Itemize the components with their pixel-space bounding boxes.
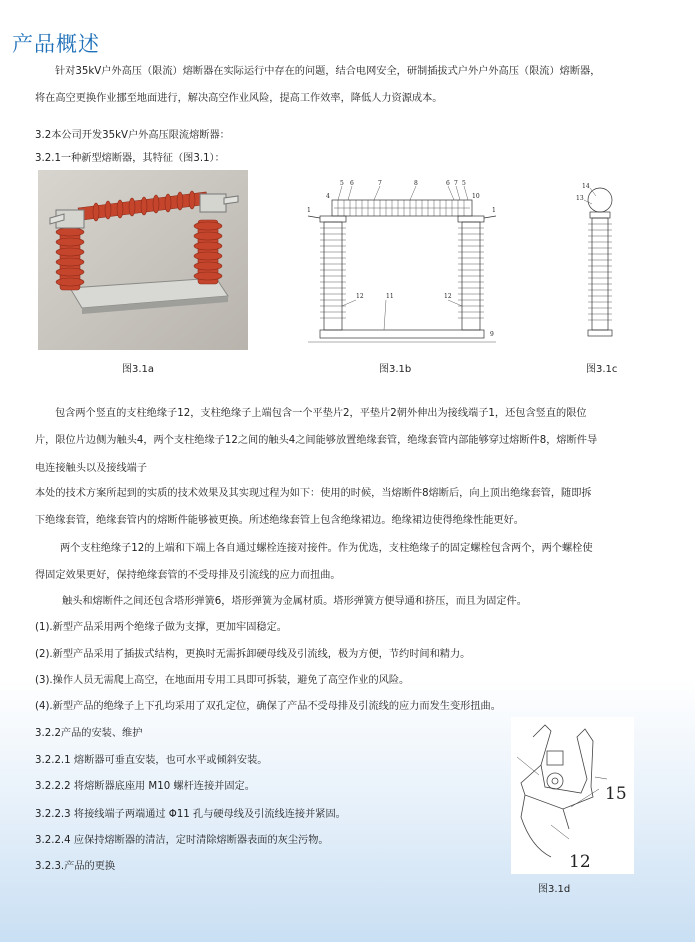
fig-b-label: 7 bbox=[378, 180, 382, 187]
intro-line-1: 针对35kV户外高压（限流）熔断器在实际运行中存在的问题，结合电网安全，研制插拔式户外户外高压（限流）熔断器， bbox=[55, 66, 601, 77]
body-line-2: 片，限位片边侧为触头4，两个支柱绝缘子12之间的触头4之间能够放置绝缘套管，绝缘套管内部能够穿过熔断件8，熔断件导 bbox=[35, 435, 598, 446]
figure-3-1c-caption: 图3.1c bbox=[586, 364, 618, 375]
figure-3-1c-drawing bbox=[568, 178, 632, 342]
fig-b-label: 1 bbox=[492, 207, 496, 214]
figure-3-1d-caption: 图3.1d bbox=[538, 884, 571, 895]
fig-b-label: 6 bbox=[446, 180, 450, 187]
body-line-6: 两个支柱绝缘子12的上端和下端上各自通过螺栓连接对接件。作为优选，支柱绝缘子的固定螺栓包含两个，两个螺栓使 bbox=[60, 543, 593, 554]
fig-b-label: 12 bbox=[356, 293, 364, 300]
feature-2: (2).新型产品采用了插拔式结构，更换时无需拆卸硬母线及引流线，极为方便，节约时间和精力。 bbox=[35, 649, 471, 660]
fig-b-label: 10 bbox=[472, 193, 480, 200]
fig-b-label: 12 bbox=[444, 293, 452, 300]
body-line-5: 下绝缘套管，绝缘套管内的熔断件能够被更换。所述绝缘套管上包含绝缘裙边。绝缘裙边使得绝缘性能更好。 bbox=[35, 515, 524, 526]
page-title: 产品概述 bbox=[12, 32, 100, 56]
fig-b-label: 1 bbox=[307, 207, 311, 214]
intro-line-2: 将在高空更换作业挪至地面进行，解决高空作业风险，提高工作效率，降低人力资源成本。 bbox=[35, 93, 443, 104]
fig-b-label: 4 bbox=[326, 193, 330, 200]
install-step-2: 3.2.2.2 将熔断器底座用 M10 螺杆连接并固定。 bbox=[35, 781, 255, 792]
install-step-3: 3.2.2.3 将接线端子两端通过 Φ11 孔与硬母线及引流线连接并紧固。 bbox=[35, 809, 346, 820]
fig-b-label: 5 bbox=[340, 180, 344, 187]
fig-b-label: 5 bbox=[462, 180, 466, 187]
fig-c-label: 14 bbox=[582, 183, 590, 190]
fig-c-label: 13 bbox=[576, 195, 584, 202]
feature-4: (4).新型产品的绝缘子上下孔均采用了双孔定位，确保了产品不受母排及引流线的应力而发生变形扭曲。 bbox=[35, 701, 501, 712]
body-line-8: 触头和熔断件之间还包含塔形弹簧6，塔形弹簧为金属材质。塔形弹簧方便导通和挤压，而且为固定件。 bbox=[62, 596, 527, 607]
fig-b-label: 11 bbox=[386, 293, 394, 300]
fig-b-label: 8 bbox=[414, 180, 418, 187]
figure-3-1b-caption: 图3.1b bbox=[379, 364, 412, 375]
install-step-1: 3.2.2.1 熔断器可垂直安装，也可水平或倾斜安装。 bbox=[35, 755, 268, 766]
fig-b-label: 6 bbox=[350, 180, 354, 187]
fig-d-label: 15 bbox=[605, 784, 627, 804]
body-line-1: 包含两个竖直的支柱绝缘子12，支柱绝缘子上端包含一个平垫片2，平垫片2朝外伸出为接线端子1，还包含竖直的限位 bbox=[55, 408, 587, 419]
fig-b-label: 7 bbox=[454, 180, 458, 187]
figure-3-1d-drawing bbox=[511, 717, 634, 874]
body-line-7: 得固定效果更好，保持绝缘套管的不受母排及引流线的应力而扭曲。 bbox=[35, 570, 341, 581]
figure-3-1a-caption: 图3.1a bbox=[122, 364, 155, 375]
fig-b-label: 9 bbox=[490, 331, 494, 338]
feature-3: (3).操作人员无需爬上高空，在地面用专用工具即可拆装，避免了高空作业的风险。 bbox=[35, 675, 410, 686]
figure-3-1a-photo bbox=[38, 170, 248, 350]
body-line-3: 电连接触头以及接线端子 bbox=[35, 463, 148, 474]
fig-d-label: 12 bbox=[569, 852, 591, 872]
body-line-4: 本处的技术方案所起到的实质的技术效果及其实现过程为如下：使用的时候，当熔断件8熔断后，向上顶出绝缘套管，随即拆 bbox=[35, 488, 592, 499]
section-3-2-heading: 3.2本公司开发35kV户外高压限流熔断器： bbox=[35, 130, 230, 141]
install-step-4: 3.2.2.4 应保持熔断器的清洁，定时清除熔断器表面的灰尘污物。 bbox=[35, 835, 329, 846]
section-3-2-3-heading: 3.2.3.产品的更换 bbox=[35, 861, 116, 872]
section-3-2-1-heading: 3.2.1一种新型熔断器，其特征（图3.1）： bbox=[35, 153, 225, 164]
feature-1: (1).新型产品采用两个绝缘子做为支撑，更加牢固稳定。 bbox=[35, 622, 287, 633]
figure-3-1b-drawing bbox=[304, 176, 500, 348]
section-3-2-2-heading: 3.2.2产品的安装、维护 bbox=[35, 728, 143, 739]
